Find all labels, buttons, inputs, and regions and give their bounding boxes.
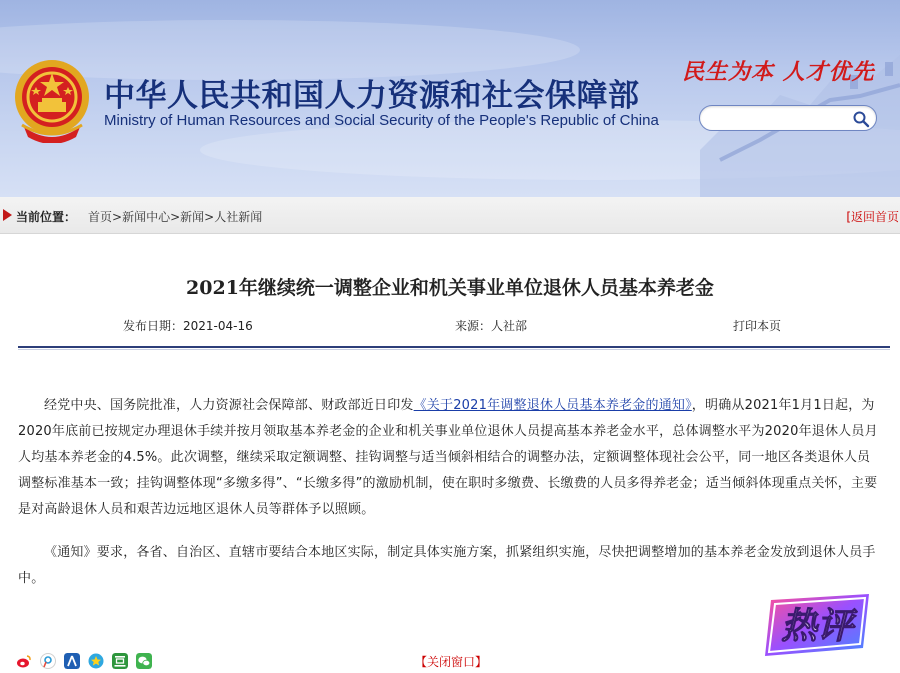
tencent-weibo-icon[interactable] [40,653,56,669]
search-box [699,105,877,131]
back-home-link[interactable]: [返回首页 [846,210,899,224]
publish-date [123,317,253,334]
great-wall-image [700,0,900,197]
national-emblem-icon [12,57,92,143]
breadcrumb-separator: > [170,210,181,224]
paragraph-text: ，明确从2021年1月1日起，为2020年底前已按规定办理退休手续并按月领取基本养老金的企业和机关事业单位退休人员提高基本养老金水平，总体调整水平为2020年退休人员月人均基本养老金的4.5%。此次调整，继续采取定额调整、挂钩调整与适当倾斜相结合的调整办法，定额调整体现社会公平，同一地区各类退休人员调整标准基本一致；挂钩调整体现“多缴多得”、“长缴多得”的激励机制，使在职时多缴费、长缴费的人员多得养老金；适当倾斜体现重点关怀，主要是对高龄退休人员和艰苦边远地区退休人员等群体予以照顾。 [18,398,878,517]
source-value: 人社部 [491,319,528,333]
weibo-icon[interactable] [16,653,32,669]
arrow-right-icon [3,209,12,221]
source-label: 来源： [455,319,492,333]
breadcrumb-label: 当前位置： [16,210,77,224]
share-bar [16,653,155,669]
article-source [455,317,527,334]
publish-date-label: 发布日期： [123,319,184,333]
article-title: 2021年继续统一调整企业和机关事业单位退休人员基本养老金 [186,277,714,299]
hot-review-badge[interactable] [757,590,877,662]
article-paragraph-1 [18,393,882,523]
breadcrumb-item-hrss-news[interactable]: 人社新闻 [214,210,263,224]
search-icon[interactable] [852,110,870,128]
search-input[interactable] [710,109,850,127]
renren-icon[interactable] [64,653,80,669]
paragraph-text: 经党中央、国务院批准，人力资源社会保障部、财政部近日印发 [44,398,414,413]
breadcrumb-item-home[interactable]: 首页 [88,210,113,224]
breadcrumb-path [88,208,262,225]
close-window-link[interactable]: 【关闭窗口】 [415,655,488,669]
title-divider [18,346,890,348]
breadcrumb-separator: > [112,210,123,224]
breadcrumb-item-news[interactable]: 新闻 [180,210,205,224]
site-title-en: Ministry of Human Resources and Social Security of the People's Republic of China [104,112,659,129]
site-slogan: 民生为本 人才优先 [682,59,875,85]
print-page-link[interactable]: 打印本页 [733,319,782,333]
publish-date-value: 2021-04-16 [183,319,253,333]
title-divider-shadow [18,349,890,350]
notice-document-link[interactable]: 《关于2021年调整退休人员基本养老金的通知》 [413,398,692,413]
breadcrumb [0,197,900,234]
site-header [0,0,900,197]
breadcrumb-separator: > [204,210,215,224]
article-paragraph-2: 《通知》要求，各省、自治区、直辖市要结合本地区实际，制定具体实施方案，抓紧组织实施，尽快把调整增加的基本养老金发放到退休人员手中。 [18,545,876,586]
breadcrumb-item-news-center[interactable]: 新闻中心 [122,210,171,224]
site-title-cn: 中华人民共和国人力资源和社会保障部 [104,78,640,114]
wechat-icon[interactable] [136,653,152,669]
douban-icon[interactable] [112,653,128,669]
hot-review-badge-text: 热评 [780,606,854,647]
qzone-icon[interactable] [88,653,104,669]
